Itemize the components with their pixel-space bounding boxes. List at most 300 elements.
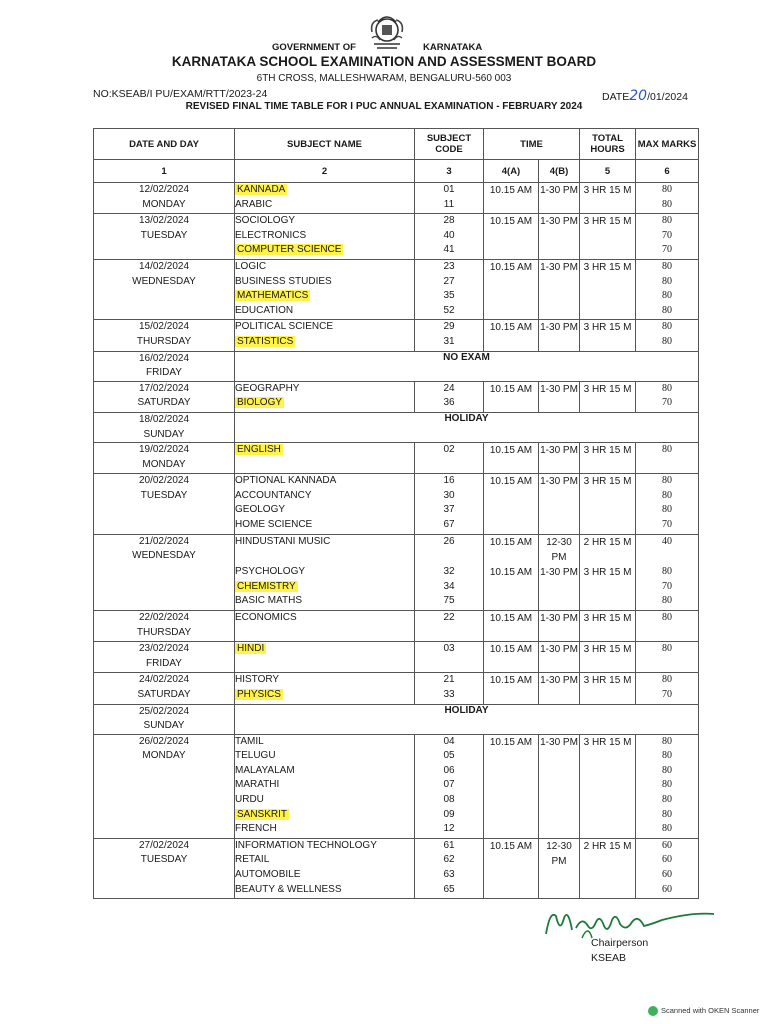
table-row	[94, 474, 699, 534]
subject-cell	[235, 642, 415, 673]
subject-code: 29	[443, 321, 455, 333]
subject-name	[235, 883, 414, 898]
exam-day: THURSDAY	[136, 626, 192, 638]
board-address: 6TH CROSS, MALLESHWARAM, BENGALURU-560 003	[256, 73, 512, 84]
max-marks: 80	[662, 275, 673, 287]
subject-name	[235, 611, 414, 626]
scanner-text: Scanned with OKEN Scanner	[661, 1006, 760, 1015]
subject-code: 52	[443, 304, 455, 316]
max-marks: 80	[662, 382, 673, 394]
time-b-cell: 1-30 PM	[539, 734, 580, 838]
subject-name	[235, 778, 414, 793]
marks-cell	[636, 734, 699, 838]
code-cell	[415, 534, 484, 565]
max-marks: 80	[662, 504, 673, 516]
max-marks: 80	[662, 335, 673, 347]
time-a-cell: 10.15 AM	[484, 214, 539, 260]
subject-label: TELUGU	[235, 750, 276, 762]
hours-cell: 3 HR 15 M	[580, 320, 636, 351]
max-marks: 80	[662, 750, 673, 762]
exam-day: MONDAY	[142, 750, 186, 762]
table-row	[94, 320, 699, 351]
exam-day: MONDAY	[142, 458, 186, 470]
subject-label: GEOGRAPHY	[235, 382, 300, 394]
hours-cell: 2 HR 15 M	[580, 838, 636, 898]
subject-label: ENGLISH	[237, 444, 281, 456]
max-marks: 80	[662, 215, 673, 227]
code-cell	[415, 214, 484, 260]
subject-cell	[235, 183, 415, 214]
subject-name	[235, 183, 414, 198]
subject-label: ELECTRONICS	[235, 229, 307, 241]
max-marks: 80	[662, 674, 673, 686]
subject-code: 22	[443, 612, 455, 624]
exam-day: MONDAY	[142, 198, 186, 210]
subject-code: 07	[443, 779, 455, 791]
col-header-subject: SUBJECT NAME	[235, 129, 415, 160]
hours-cell: 3 HR 15 M	[580, 443, 636, 474]
max-marks: 80	[662, 475, 673, 487]
date-prefix: DATE	[602, 91, 630, 103]
scanner-logo-icon	[648, 1006, 658, 1016]
date-cell	[94, 565, 235, 611]
subject-name	[235, 198, 414, 213]
subject-label: AUTOMOBILE	[235, 869, 301, 881]
time-b-cell: 1-30 PM	[539, 214, 580, 260]
subject-cell	[235, 534, 415, 565]
subject-code: 61	[443, 839, 455, 851]
max-marks: 60	[662, 839, 673, 851]
marks-cell	[636, 838, 699, 898]
col-header-date: DATE AND DAY	[94, 129, 235, 160]
hours-cell: 3 HR 15 M	[580, 214, 636, 260]
date-cell	[94, 443, 235, 474]
subject-code: 67	[443, 518, 455, 530]
scanner-watermark	[648, 1006, 759, 1016]
subject-name	[235, 793, 414, 808]
marks-cell	[636, 474, 699, 534]
table-row	[94, 412, 699, 442]
col-header-hours: TOTAL HOURS	[580, 129, 636, 160]
exam-date: 20/02/2024	[138, 475, 190, 487]
max-marks: 80	[662, 794, 673, 806]
exam-date: 27/02/2024	[138, 839, 190, 851]
subject-name	[235, 229, 414, 244]
subject-code: 11	[443, 198, 455, 210]
hours-cell: 3 HR 15 M	[580, 642, 636, 673]
hours-cell: 3 HR 15 M	[580, 734, 636, 838]
subject-name	[235, 735, 414, 750]
time-b-cell: 1-30 PM	[539, 611, 580, 642]
time-b-cell: 1-30 PM	[539, 183, 580, 214]
subject-code: 01	[443, 184, 455, 195]
reference-number: NO:KSEAB/I PU/EXAM/RTT/2023-24	[93, 88, 268, 100]
subject-code: 16	[443, 475, 455, 487]
time-a-cell: 10.15 AM	[484, 443, 539, 474]
subject-label: RETAIL	[235, 854, 270, 866]
subject-name	[235, 396, 414, 411]
max-marks: 80	[662, 321, 673, 333]
subject-code: 40	[443, 229, 455, 241]
max-marks: 70	[662, 229, 673, 241]
hours-cell: 3 HR 15 M	[580, 259, 636, 319]
signatory	[591, 936, 648, 966]
subject-code: 23	[443, 260, 455, 272]
time-a-cell: 10.15 AM	[484, 474, 539, 534]
marks-cell	[636, 183, 699, 214]
time-b-cell: 12-30 PM	[539, 534, 580, 565]
subject-code: 04	[443, 735, 455, 747]
subject-code: 41	[443, 244, 455, 256]
exam-date: 18/02/2024	[138, 413, 190, 425]
subject-name	[235, 335, 414, 350]
subject-name	[235, 822, 414, 837]
subject-name	[235, 382, 414, 397]
max-marks: 80	[662, 260, 673, 272]
max-marks: 60	[662, 869, 673, 881]
time-b-cell: 1-30 PM	[539, 673, 580, 704]
code-cell	[415, 673, 484, 704]
subject-label: CHEMISTRY	[237, 580, 296, 592]
exam-day: WEDNESDAY	[132, 550, 196, 562]
table-row	[94, 214, 699, 260]
subject-name	[235, 518, 414, 533]
subject-name	[235, 565, 414, 580]
table-row	[94, 673, 699, 704]
time-a-cell: 10.15 AM	[484, 642, 539, 673]
gov-left-text: GOVERNMENT OF	[272, 42, 356, 53]
subject-name	[235, 275, 414, 290]
time-a-cell: 10.15 AM	[484, 381, 539, 412]
subject-label: SOCIOLOGY	[235, 215, 296, 227]
subject-label: HINDUSTANI MUSIC	[235, 535, 331, 547]
subject-code: 32	[443, 566, 455, 578]
code-cell	[415, 565, 484, 611]
col-header-marks: MAX MARKS	[636, 129, 699, 160]
date-cell	[94, 838, 235, 898]
time-a-cell: 10.15 AM	[484, 183, 539, 214]
code-cell	[415, 259, 484, 319]
hours-cell: 3 HR 15 M	[580, 673, 636, 704]
max-marks: 80	[662, 808, 673, 820]
subject-label: POLITICAL SCIENCE	[235, 321, 333, 333]
date-cell	[94, 673, 235, 704]
exam-date: 26/02/2024	[138, 735, 190, 747]
subject-label: BIOLOGY	[237, 397, 283, 409]
subject-code: 12	[443, 823, 455, 835]
time-b-cell: 1-30 PM	[539, 320, 580, 351]
date-cell	[94, 534, 235, 565]
subject-cell	[235, 259, 415, 319]
subject-name	[235, 320, 414, 335]
timetable-body	[94, 183, 699, 899]
exam-day: TUESDAY	[140, 489, 188, 501]
subject-code: 31	[443, 335, 455, 347]
subject-name	[235, 503, 414, 518]
exam-date: 12/02/2024	[138, 184, 190, 195]
subject-name	[235, 594, 414, 609]
subject-label: URDU	[235, 794, 264, 806]
subject-label: SANSKRIT	[237, 808, 288, 820]
time-b-cell: 1-30 PM	[539, 565, 580, 611]
exam-date: 13/02/2024	[138, 215, 190, 227]
subject-label: GEOLOGY	[235, 504, 286, 516]
exam-day: WEDNESDAY	[132, 275, 196, 287]
max-marks: 80	[662, 823, 673, 835]
subject-cell	[235, 381, 415, 412]
exam-date: 25/02/2024	[138, 705, 190, 717]
max-marks: 80	[662, 444, 673, 456]
max-marks: 80	[662, 764, 673, 776]
marks-cell	[636, 534, 699, 565]
subject-name	[235, 535, 414, 550]
exam-day: SUNDAY	[143, 428, 185, 440]
exam-date: 14/02/2024	[138, 260, 190, 272]
date-cell	[94, 381, 235, 412]
subject-label: KANNADA	[237, 184, 286, 195]
code-cell	[415, 642, 484, 673]
subject-label: TAMIL	[235, 735, 264, 747]
col-number: 3	[415, 160, 484, 183]
subject-code: 75	[443, 595, 455, 607]
max-marks: 70	[662, 688, 673, 700]
subject-name	[235, 304, 414, 319]
col-number: 1	[94, 160, 235, 183]
subject-code: 63	[443, 869, 455, 881]
table-row	[94, 381, 699, 412]
code-cell	[415, 381, 484, 412]
table-row	[94, 534, 699, 565]
subject-name	[235, 474, 414, 489]
subject-cell	[235, 443, 415, 474]
max-marks: 70	[662, 397, 673, 409]
subject-code: 02	[443, 444, 455, 456]
table-row	[94, 259, 699, 319]
max-marks: 80	[662, 489, 673, 501]
subject-code: 26	[443, 535, 455, 547]
time-b-cell: 1-30 PM	[539, 474, 580, 534]
time-a-cell: 10.15 AM	[484, 673, 539, 704]
max-marks: 80	[662, 595, 673, 607]
subject-code: 03	[443, 643, 455, 655]
max-marks: 80	[662, 198, 673, 210]
marks-cell	[636, 611, 699, 642]
time-a-cell: 10.15 AM	[484, 611, 539, 642]
subject-cell	[235, 734, 415, 838]
exam-date: 15/02/2024	[138, 321, 190, 333]
col-number: 6	[636, 160, 699, 183]
date-suffix: /01/2024	[647, 91, 688, 103]
marks-cell	[636, 320, 699, 351]
date-cell	[94, 611, 235, 642]
max-marks: 80	[662, 184, 673, 195]
signatory-title: Chairperson	[591, 937, 649, 949]
subject-code: 65	[443, 883, 455, 895]
subject-label: ARABIC	[235, 198, 273, 210]
subject-label: OPTIONAL KANNADA	[235, 475, 337, 487]
col-number: 5	[580, 160, 636, 183]
subject-name	[235, 688, 414, 703]
subject-cell	[235, 565, 415, 611]
col-number: 2	[235, 160, 415, 183]
subject-name	[235, 489, 414, 504]
subject-code: 30	[443, 489, 455, 501]
time-a-cell: 10.15 AM	[484, 734, 539, 838]
exam-date: 19/02/2024	[138, 444, 190, 456]
subject-name	[235, 580, 414, 595]
table-row	[94, 838, 699, 898]
subject-label: ECONOMICS	[235, 612, 297, 624]
code-cell	[415, 734, 484, 838]
span-note: HOLIDAY	[235, 704, 699, 734]
subject-code: 09	[443, 808, 455, 820]
subject-name	[235, 260, 414, 275]
subject-code: 37	[443, 504, 455, 516]
span-note: NO EXAM	[235, 351, 699, 381]
subject-code: 06	[443, 764, 455, 776]
code-cell	[415, 474, 484, 534]
marks-cell	[636, 565, 699, 611]
time-a-cell: 10.15 AM	[484, 838, 539, 898]
subject-cell	[235, 673, 415, 704]
time-b-cell: 1-30 PM	[539, 259, 580, 319]
max-marks: 80	[662, 779, 673, 791]
marks-cell	[636, 259, 699, 319]
table-row	[94, 642, 699, 673]
subject-label: LOGIC	[235, 260, 267, 272]
time-a-cell: 10.15 AM	[484, 534, 539, 565]
max-marks: 70	[662, 518, 673, 530]
subject-code: 08	[443, 794, 455, 806]
exam-day: FRIDAY	[146, 657, 182, 669]
col-header-time: TIME	[484, 129, 580, 160]
span-note: HOLIDAY	[235, 412, 699, 442]
subject-code: 24	[443, 382, 455, 394]
time-a-cell: 10.15 AM	[484, 259, 539, 319]
subject-label: PSYCHOLOGY	[235, 566, 306, 578]
subject-label: FRENCH	[235, 823, 277, 835]
subject-label: MARATHI	[235, 779, 280, 791]
government-line	[0, 42, 768, 54]
exam-day: TUESDAY	[140, 229, 188, 241]
max-marks: 60	[662, 854, 673, 866]
code-cell	[415, 838, 484, 898]
subject-cell	[235, 214, 415, 260]
subject-name	[235, 839, 414, 854]
max-marks: 80	[662, 643, 673, 655]
subject-name	[235, 749, 414, 764]
subject-label: MALAYALAM	[235, 764, 295, 776]
date-handwritten-day: 20	[629, 88, 648, 104]
max-marks: 80	[662, 566, 673, 578]
exam-date: 23/02/2024	[138, 643, 190, 655]
max-marks: 70	[662, 580, 673, 592]
max-marks: 60	[662, 883, 673, 895]
table-row	[94, 565, 699, 611]
date-cell	[94, 642, 235, 673]
hours-cell: 3 HR 15 M	[580, 381, 636, 412]
marks-cell	[636, 214, 699, 260]
date-cell	[94, 704, 235, 734]
subject-label: HINDI	[237, 643, 265, 655]
hours-cell: 3 HR 15 M	[580, 611, 636, 642]
subject-code: 05	[443, 750, 455, 762]
marks-cell	[636, 673, 699, 704]
max-marks: 80	[662, 735, 673, 747]
code-cell	[415, 183, 484, 214]
subject-name	[235, 243, 414, 258]
subject-cell	[235, 474, 415, 534]
date-cell	[94, 183, 235, 214]
hours-cell: 3 HR 15 M	[580, 565, 636, 611]
gov-right-text: KARNATAKA	[423, 42, 483, 53]
marks-cell	[636, 443, 699, 474]
subject-code: 21	[443, 674, 455, 686]
date-cell	[94, 734, 235, 838]
exam-date: 16/02/2024	[138, 352, 190, 364]
time-a-cell: 10.15 AM	[484, 320, 539, 351]
time-b-cell: 1-30 PM	[539, 381, 580, 412]
timetable	[93, 128, 699, 899]
subject-name	[235, 443, 414, 458]
subject-label: HISTORY	[235, 674, 280, 686]
subject-cell	[235, 611, 415, 642]
date-cell	[94, 320, 235, 351]
table-row	[94, 183, 699, 214]
exam-date: 22/02/2024	[138, 612, 190, 624]
exam-day: SUNDAY	[143, 720, 185, 732]
time-b-cell: 1-30 PM	[539, 443, 580, 474]
subject-label: PHYSICS	[237, 688, 281, 700]
subject-code: 35	[443, 290, 455, 302]
subject-label: BASIC MATHS	[235, 595, 303, 607]
subject-name	[235, 673, 414, 688]
subject-label: ACCOUNTANCY	[235, 489, 312, 501]
code-cell	[415, 443, 484, 474]
subject-code: 36	[443, 397, 455, 409]
hours-cell: 3 HR 15 M	[580, 474, 636, 534]
subject-label: MATHEMATICS	[237, 290, 309, 302]
subject-cell	[235, 838, 415, 898]
marks-cell	[636, 642, 699, 673]
subject-code: 62	[443, 854, 455, 866]
subject-code: 27	[443, 275, 455, 287]
date-cell	[94, 474, 235, 534]
subject-label: HOME SCIENCE	[235, 518, 313, 530]
exam-day: SATURDAY	[137, 397, 191, 409]
board-name: KARNATAKA SCHOOL EXAMINATION AND ASSESSMENT BOARD	[171, 54, 597, 69]
exam-date: 17/02/2024	[138, 382, 190, 394]
col-number: 4(B)	[539, 160, 580, 183]
exam-day: THURSDAY	[136, 335, 192, 347]
date-cell	[94, 412, 235, 442]
table-row	[94, 443, 699, 474]
date-cell	[94, 351, 235, 381]
max-marks: 80	[662, 612, 673, 624]
code-cell	[415, 320, 484, 351]
exam-date: 21/02/2024	[138, 535, 190, 547]
subject-code: 33	[443, 688, 455, 700]
subject-label: STATISTICS	[237, 335, 294, 347]
max-marks: 70	[662, 244, 673, 256]
subject-label: COMPUTER SCIENCE	[237, 244, 342, 256]
subject-name	[235, 764, 414, 779]
subject-label: BUSINESS STUDIES	[235, 275, 332, 287]
table-row	[94, 611, 699, 642]
subject-name	[235, 214, 414, 229]
exam-day: SATURDAY	[137, 688, 191, 700]
signatory-org: KSEAB	[591, 952, 627, 964]
